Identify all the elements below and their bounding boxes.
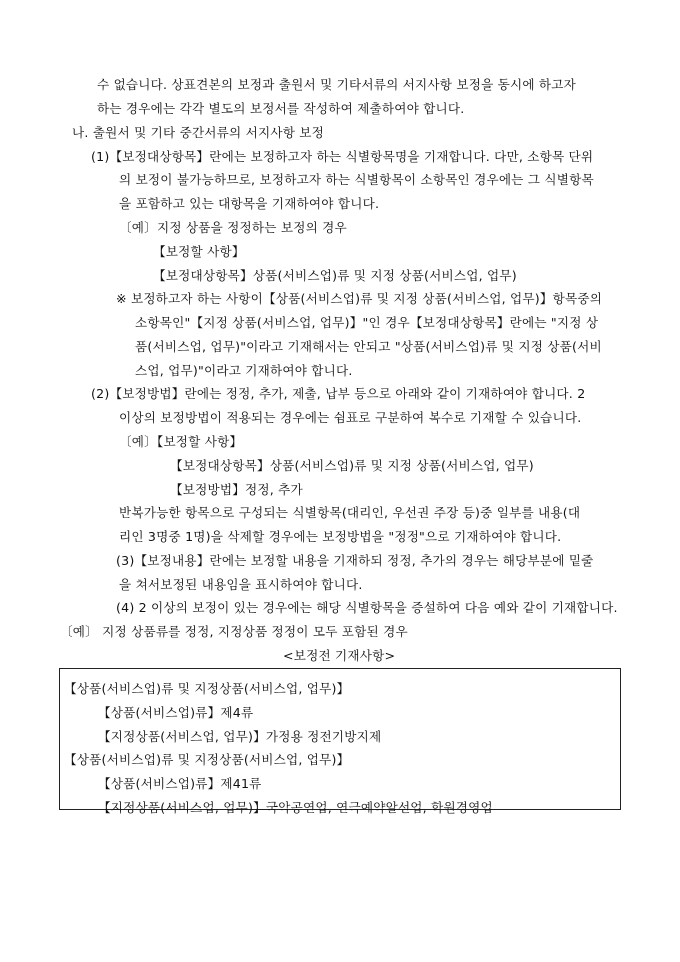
example-line: 【보정방법】정정, 추가 xyxy=(170,482,303,497)
text-line: 수 없습니다. 상표견본의 보정과 출원서 및 기타서류의 서지사항 보정을 동시에 하고자 xyxy=(97,77,577,92)
box-line: 【상품(서비스업)류 및 지정상품(서비스업, 업무)】 xyxy=(64,752,350,767)
example-label: 〔예〕지정 상품을 정정하는 보정의 경우 xyxy=(119,220,347,235)
text-line: 리인 3명중 1명)을 삭제할 경우에는 보정방법을 "정정"으로 기재하여야 합니다. xyxy=(119,529,562,544)
example-line: 【보정대상항목】상품(서비스업)류 및 지정 상품(서비스업, 업무) xyxy=(170,458,534,473)
example-label: 〔예〕 지정 상품류를 정정, 지정상품 정정이 모두 포함된 경우 xyxy=(60,624,408,639)
box-line: 【상품(서비스업)류】제4류 xyxy=(98,705,254,720)
text-line: 반복가능한 항목으로 구성되는 식별항목(대리인, 우선권 주장 등)중 일부를 내용(대 xyxy=(119,505,581,520)
text-line: 을 쳐서보정된 내용임을 표시하여야 합니다. xyxy=(119,577,363,592)
example-line: 【보정할 사항】 xyxy=(153,244,245,259)
text-line: (3)【보정내용】란에는 보정할 내용을 기재하되 정정, 추가의 경우는 해당부분에 밑줄 xyxy=(116,553,594,568)
example-line: 【보정대상항목】상품(서비스업)류 및 지정 상품(서비스업, 업무) xyxy=(153,268,517,283)
example-label: 〔예〕【보정할 사항】 xyxy=(119,434,243,449)
note-line: ※ 보정하고자 하는 사항이【상품(서비스업)류 및 지정 상품(서비스업, 업무)】항목중의 xyxy=(116,291,603,306)
note-line: 소항목인"【지정 상품(서비스업, 업무)】"인 경우【보정대상항목】란에는 "지정 상 xyxy=(135,315,599,330)
box-caption: <보정전 기재사항> xyxy=(283,648,396,663)
box-line: 【지정상품(서비스업, 업무)】국악공연업, 연극예약알선업, 학원경영업 xyxy=(98,800,493,815)
text-line: (1)【보정대상항목】란에는 보정하고자 하는 식별항목명을 기재합니다. 다만, 소항목 단위 xyxy=(91,149,594,164)
text-line: (4) 2 이상의 보정이 있는 경우에는 해당 식별항목을 증설하여 다음 예와 같이 기재합니다. xyxy=(116,600,618,615)
text-line: 을 포함하고 있는 대항목을 기재하여야 합니다. xyxy=(119,196,380,211)
box-line: 【상품(서비스업)류】제41류 xyxy=(98,776,262,791)
box-line: 【상품(서비스업)류 및 지정상품(서비스업, 업무)】 xyxy=(64,681,350,696)
box-line: 【지정상품(서비스업, 업무)】가정용 정전기방지제 xyxy=(98,729,382,744)
note-line: 품(서비스업, 업무)"이라고 기재해서는 안되고 "상품(서비스업)류 및 지정 상품(서비 xyxy=(135,339,602,354)
text-line: 이상의 보정방법이 적용되는 경우에는 쉼표로 구분하여 복수로 기재할 수 있습니다. xyxy=(119,410,582,425)
text-line: (2)【보정방법】란에는 정정, 추가, 제출, 납부 등으로 아래와 같이 기재하여야 합니다. 2 xyxy=(91,386,586,401)
text-line: 하는 경우에는 각각 별도의 보정서를 작성하여 제출하여야 합니다. xyxy=(97,101,465,116)
section-heading: 나. 출원서 및 기타 중간서류의 서지사항 보정 xyxy=(72,125,325,140)
note-line: 스업, 업무)"이라고 기재하여야 합니다. xyxy=(135,363,353,378)
text-line: 의 보정이 불가능하므로, 보정하고자 하는 식별항목이 소항목인 경우에는 그 식별항목 xyxy=(119,172,594,187)
